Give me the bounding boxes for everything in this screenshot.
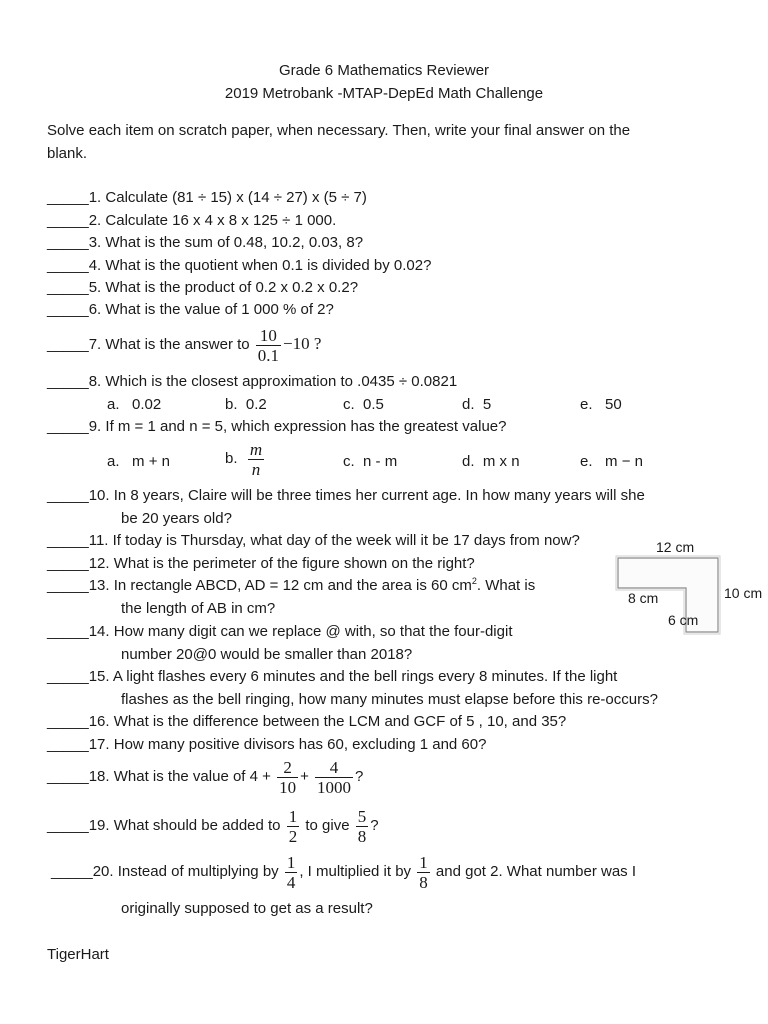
answer-blank[interactable]: _____ — [47, 577, 89, 594]
question-6: _____6. What is the value of 1 000 % of 2? — [47, 301, 334, 318]
question-19: _____19. What should be added to $\frac{1}{2}$ to give $\frac{5}{8}$ ? — [47, 806, 379, 846]
q8-option-d: d. 5 — [462, 396, 492, 413]
author-name: TigerHart — [47, 946, 109, 963]
figure-bottom-label: 6 cm — [668, 612, 699, 628]
document-subtitle: 2019 Metrobank -MTAP-DepEd Math Challenge — [224, 85, 544, 102]
figure-right-label: 10 cm — [724, 585, 763, 601]
question-15-line-2: flashes as the bell ringing, how many minutes must elapse before this re-occurs? — [121, 691, 658, 708]
answer-blank[interactable]: _____ — [47, 668, 89, 685]
question-3: _____3. What is the sum of 0.48, 10.2, 0.03, 8? — [47, 234, 364, 251]
answer-blank[interactable]: _____ — [47, 555, 89, 572]
instructions-line-1: Solve each item on scratch paper, when necessary. Then, write your final answer on the — [47, 122, 631, 139]
answer-blank[interactable]: _____ — [47, 212, 89, 229]
answer-blank[interactable]: _____ — [47, 487, 89, 504]
answer-blank[interactable]: _____ — [47, 234, 89, 251]
q9-option-d: d. m x n — [462, 453, 520, 470]
answer-blank[interactable]: _____ — [47, 768, 89, 785]
question-11: _____11. If today is Thursday, what day of the week will it be 17 days from now? — [47, 532, 580, 549]
q8-option-e: e. 50 — [580, 396, 622, 413]
question-13: _____13. In rectangle ABCD, AD = 12 cm and the area is 60 $cm^2$. What is — [47, 576, 536, 594]
fraction-2-over-10: $\frac{2}{10}$ — [279, 757, 297, 797]
answer-blank[interactable]: _____ — [47, 301, 89, 318]
answer-blank[interactable]: _____ — [51, 863, 93, 880]
q8-option-b: b. 0.2 — [225, 396, 267, 413]
question-8: _____8. Which is the closest approximation to .0435 ÷ 0.0821 — [47, 373, 458, 390]
fraction-1-over-4: $\frac{1}{4}$ — [286, 852, 296, 892]
document-title: Grade 6 Mathematics Reviewer — [278, 62, 490, 79]
answer-blank[interactable]: _____ — [47, 336, 89, 353]
question-5: _____5. What is the product of 0.2 x 0.2 x 0.2? — [47, 279, 359, 296]
answer-blank[interactable]: _____ — [47, 736, 89, 753]
fraction-1-over-2: $\frac{1}{2}$ — [288, 806, 298, 846]
answer-blank[interactable]: _____ — [47, 189, 89, 206]
question-18: _____18. What is the value of 4 + $\frac{2}{10}$ + $\frac{4}{1000}$ ? — [47, 757, 364, 797]
question-12: _____12. What is the perimeter of the figure shown on the right? — [47, 555, 475, 572]
question-20-line-2: originally supposed to get as a result? — [121, 900, 373, 917]
answer-blank[interactable]: _____ — [47, 373, 89, 390]
answer-blank[interactable]: _____ — [47, 817, 89, 834]
question-7: _____7. What is the answer to $\frac{10}{0.1}$ −10 ? — [47, 325, 322, 365]
answer-blank[interactable]: _____ — [47, 279, 89, 296]
fraction-10-over-0.1: $\frac{10}{0.1}$ — [257, 325, 280, 365]
question-15: _____15. A light flashes every 6 minutes and the bell rings every 8 minutes. If the light — [47, 668, 618, 685]
question-4: _____4. What is the quotient when 0.1 is divided by 0.02? — [47, 257, 432, 274]
fraction-5-over-8: $\frac{5}{8}$ — [357, 806, 367, 846]
answer-blank[interactable]: _____ — [47, 418, 89, 435]
q9-option-b: b. $\frac{m}{n}$ — [225, 439, 263, 479]
q8-option-c: c. 0.5 — [343, 396, 384, 413]
q9-option-c: c. n - m — [343, 453, 398, 470]
answer-blank[interactable]: _____ — [47, 623, 89, 640]
answer-blank[interactable]: _____ — [47, 532, 89, 549]
fraction-m-over-n: $\frac{m}{n}$ — [249, 439, 263, 479]
fraction-4-over-1000: $\frac{4}{1000}$ — [317, 757, 352, 797]
question-17: _____17. How many positive divisors has 60, excluding 1 and 60? — [47, 736, 487, 753]
question-13-line-2: the length of AB in cm? — [121, 600, 276, 617]
q8-option-a: a. 0.02 — [107, 396, 162, 413]
question-2: _____2. Calculate 16 x 4 x 8 x 125 ÷ 1 000. — [47, 212, 337, 229]
q9-option-a: a. m + n — [107, 453, 170, 470]
question-9: _____9. If m = 1 and n = 5, which expression has the greatest value? — [47, 418, 507, 435]
question-10-line-2: be 20 years old? — [121, 510, 232, 527]
question-16: _____16. What is the difference between the LCM and GCF of 5 , 10, and 35? — [47, 713, 567, 730]
instructions-line-2: blank. — [47, 145, 88, 162]
figure-inner-label: 8 cm — [628, 590, 659, 606]
question-20: _____20. Instead of multiplying by $\frac{1}{4}$ , I multiplied it by $\frac{1}{8}$ and got 2. What number was I — [51, 852, 637, 892]
figure-top-label: 12 cm — [656, 539, 695, 555]
question-14-line-2: number 20@0 would be smaller than 2018? — [121, 646, 413, 663]
question-14: _____14. How many digit can we replace @ with, so that the four-digit — [47, 623, 513, 640]
question-10: _____10. In 8 years, Claire will be three times her current age. In how many years will she — [47, 487, 645, 504]
answer-blank[interactable]: _____ — [47, 257, 89, 274]
answer-blank[interactable]: _____ — [47, 713, 89, 730]
q9-option-e: e. m − n — [580, 453, 643, 470]
question-1: _____1. Calculate (81 ÷ 15) x (14 ÷ 27) x (5 ÷ 7) — [47, 189, 367, 206]
fraction-1-over-8: $\frac{1}{8}$ — [419, 852, 428, 892]
